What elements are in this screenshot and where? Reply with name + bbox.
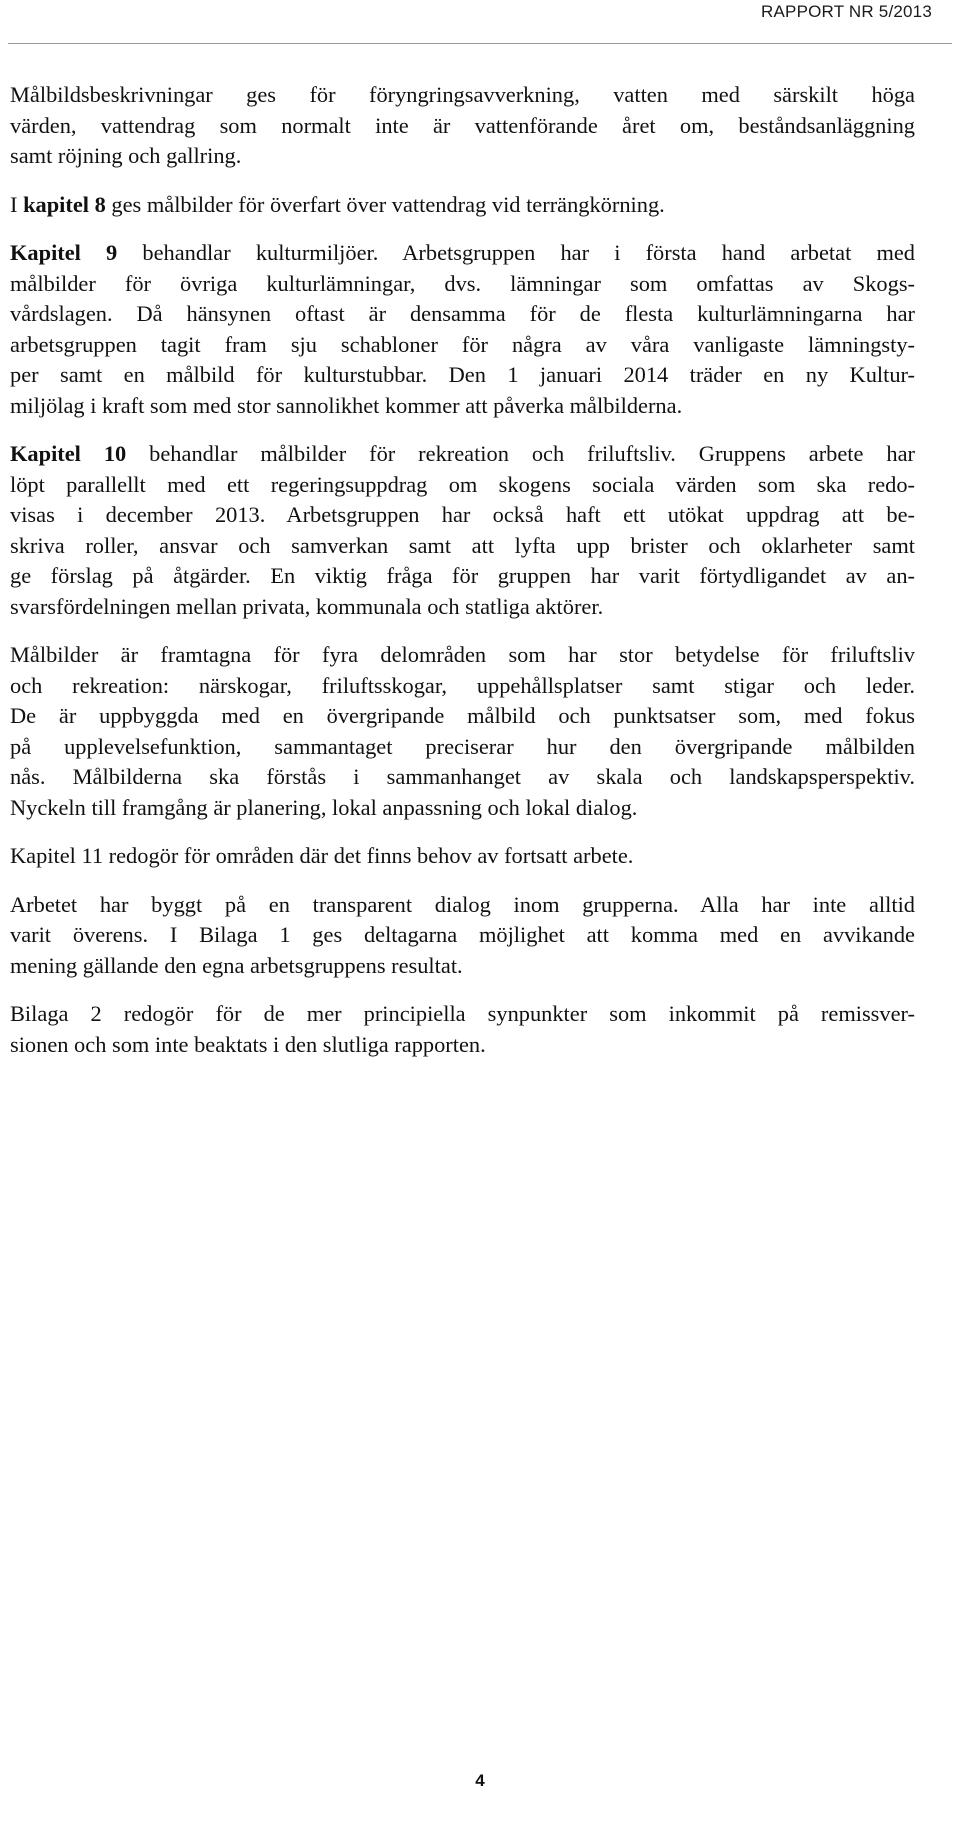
line-text: I: [10, 191, 24, 217]
text-line: [10, 190, 915, 221]
text-line: De är uppbyggda med en övergripande målbild och punktsatser som, med fokus: [10, 703, 915, 728]
page-number: 4: [475, 1771, 485, 1790]
document-body: [10, 80, 915, 1078]
text-line: Arbetet har byggt på en transparent dialog inom grupperna. Alla har inte alltid: [10, 891, 915, 917]
text-line: svarsfördelningen mellan privata, kommunala och statliga aktörer.: [10, 593, 604, 619]
text-line: visas i december 2013. Arbetsgruppen har också haft ett utökat uppdrag att be-: [10, 502, 915, 527]
text-line: arbetsgruppen tagit fram sju schabloner för några av våra vanligaste lämningsty-: [10, 331, 915, 357]
text-line: målbilder för övriga kulturlämningar, dvs. lämningar som omfattas av Skogs-: [10, 270, 915, 296]
text-line: Målbilder är framtagna för fyra delområden som har stor betydelse för friluftsliv: [10, 642, 915, 667]
text-line: samt röjning och gallring.: [10, 143, 242, 168]
line-text: behandlar målbilder för rekreation och friluftsliv. Gruppens arbete har: [126, 441, 915, 466]
report-header-label: RAPPORT NR 5/2013: [761, 2, 932, 21]
paragraph: [10, 238, 915, 421]
paragraph: [10, 439, 915, 622]
paragraph: [10, 640, 915, 823]
paragraph: [10, 890, 915, 982]
paragraph: [10, 190, 915, 221]
paragraph: [10, 999, 915, 1060]
line-text: behandlar kulturmiljöer. Arbetsgruppen har i första hand arbetat med: [117, 240, 915, 265]
text-line: varit överens. I Bilaga 1 ges deltagarna möjlighet att komma med en avvikande: [10, 922, 915, 947]
paragraph: [10, 841, 915, 872]
line-text: ges målbilder för överfart över vattendrag vid terrängkörning.: [105, 191, 665, 217]
text-line: nås. Målbilderna ska förstås i sammanhanget av skala och landskapsperspektiv.: [10, 764, 915, 789]
text-line: sionen och som inte beaktats i den slutliga rapporten.: [10, 1031, 486, 1057]
text-line: mening gällande den egna arbetsgruppens resultat.: [10, 952, 463, 978]
text-line: på upplevelsefunktion, sammantaget preciserar hur den övergripande målbilden: [10, 733, 915, 759]
chapter-reference: Kapitel 9: [10, 240, 118, 265]
text-line: miljölag i kraft som med stor sannolikhet kommer att påverka målbilderna.: [10, 392, 683, 418]
text-line: vårdslagen. Då hänsynen oftast är densamma för de flesta kulturlämningarna har: [10, 301, 915, 326]
text-line: ge förslag på åtgärder. En viktig fråga för gruppen har varit förtydligandet av an-: [10, 563, 915, 588]
text-line: Målbildsbeskrivningar ges för föryngringsavverkning, vatten med särskilt höga: [10, 82, 915, 107]
paragraph: [10, 80, 915, 172]
text-line: och rekreation: närskogar, friluftsskogar, uppehållsplatser samt stigar och leder.: [10, 672, 915, 698]
text-line: [10, 439, 915, 470]
text-line: [10, 238, 915, 269]
text-line: skriva roller, ansvar och samverkan samt att lyfta upp brister och oklarheter samt: [10, 532, 915, 558]
text-line: per samt en målbild för kulturstubbar. Den 1 januari 2014 träder en ny Kultur-: [10, 362, 915, 387]
header-divider: [8, 43, 952, 44]
chapter-reference: kapitel 8: [23, 191, 106, 217]
text-line: Kapitel 11 redogör för områden där det finns behov av fortsatt arbete.: [10, 843, 634, 868]
text-line: Bilaga 2 redogör för de mer principiella synpunkter som inkommit på remissver-: [10, 1001, 915, 1026]
text-line: löpt parallellt med ett regeringsuppdrag om skogens sociala värden som ska redo-: [10, 471, 915, 497]
text-line: Nyckeln till framgång är planering, lokal anpassning och lokal dialog.: [10, 794, 638, 820]
text-line: värden, vattendrag som normalt inte är vattenförande året om, beståndsanläggning: [10, 112, 915, 138]
chapter-reference: Kapitel 10: [10, 441, 127, 466]
